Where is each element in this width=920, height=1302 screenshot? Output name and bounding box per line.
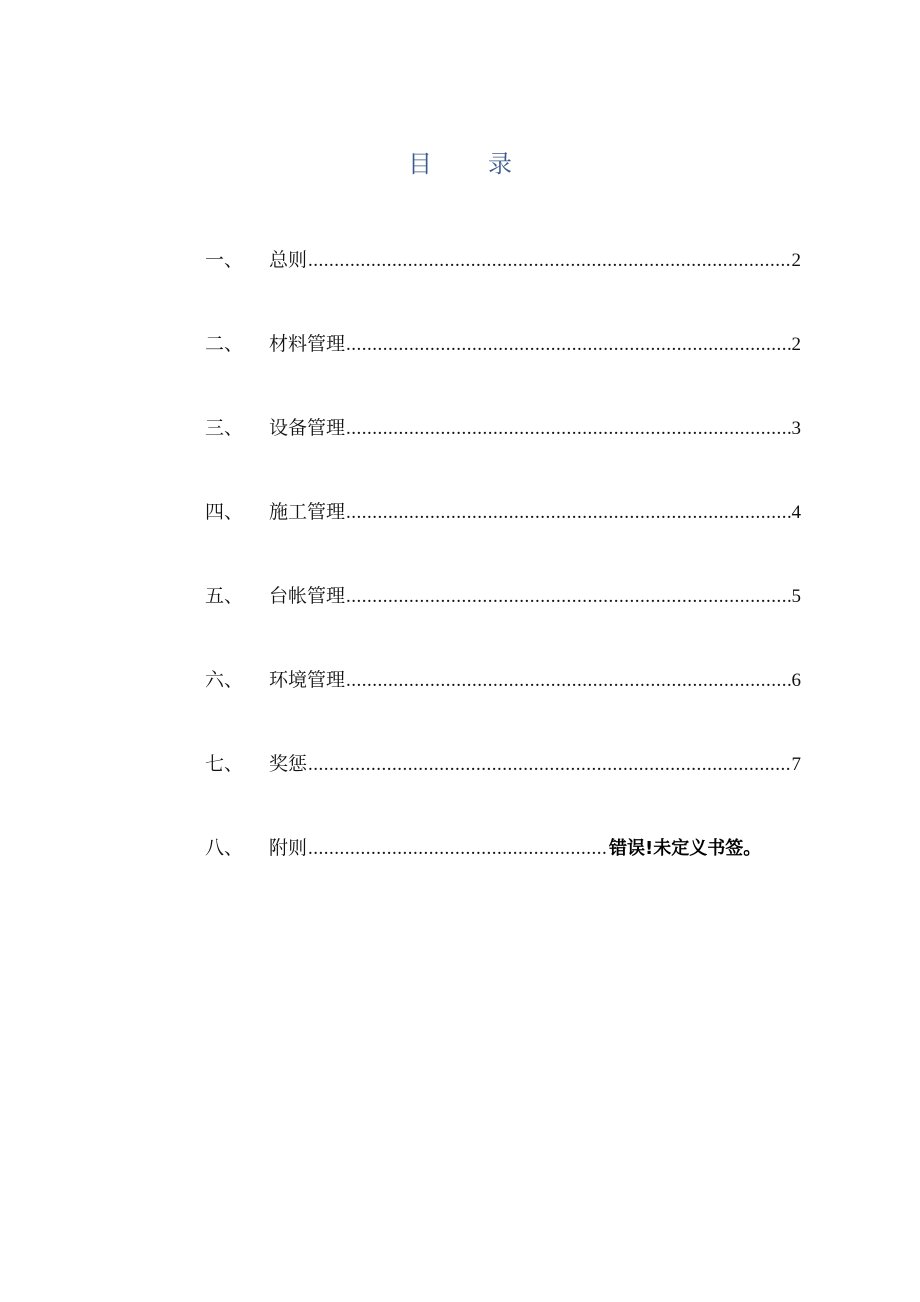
toc-page-number: 2 [791,250,801,271]
dot-leader [308,243,790,279]
toc-label: 材料管理 [269,333,346,355]
toc-label: 施工管理 [269,501,346,523]
table-of-contents [205,242,801,914]
dot-leader [308,747,790,783]
dot-leader [346,579,790,615]
title-char-2: 录 [488,150,512,178]
toc-number: 八、 [205,837,244,859]
toc-number: 六、 [205,669,244,691]
dot-leader [346,663,790,699]
toc-label: 台帐管理 [269,585,346,607]
toc-entry-rewards-penalties[interactable] [205,746,801,830]
toc-number: 七、 [205,753,244,775]
dot-leader [346,327,790,363]
title-char-1: 目 [408,150,432,178]
toc-entry-equipment[interactable] [205,410,801,494]
toc-entry-construction[interactable] [205,494,801,578]
toc-page-number: 6 [791,670,801,691]
toc-entry-ledger[interactable] [205,578,801,662]
dot-leader [346,411,790,447]
toc-page-number: 7 [791,754,801,775]
toc-label: 设备管理 [269,417,346,439]
toc-number: 五、 [205,585,244,607]
toc-label: 环境管理 [269,669,346,691]
toc-entry-environment[interactable] [205,662,801,746]
toc-entry-general[interactable] [205,242,801,326]
bookmark-error-text: 错误!未定义书签。 [609,838,762,859]
page-title [0,146,920,182]
toc-label: 奖惩 [269,753,308,775]
toc-entry-materials[interactable] [205,326,801,410]
toc-number: 一、 [205,249,244,271]
toc-page-number: 5 [791,586,801,607]
toc-label: 总则 [269,249,308,271]
dot-leader [346,495,790,531]
toc-number: 四、 [205,501,244,523]
toc-entry-supplementary[interactable] [205,830,801,914]
toc-number: 二、 [205,333,244,355]
toc-page-number: 3 [791,418,801,439]
toc-label: 附则 [269,837,308,859]
toc-page-number: 4 [791,502,801,523]
toc-number: 三、 [205,417,244,439]
toc-page-number: 2 [791,334,801,355]
dot-leader [308,831,608,867]
